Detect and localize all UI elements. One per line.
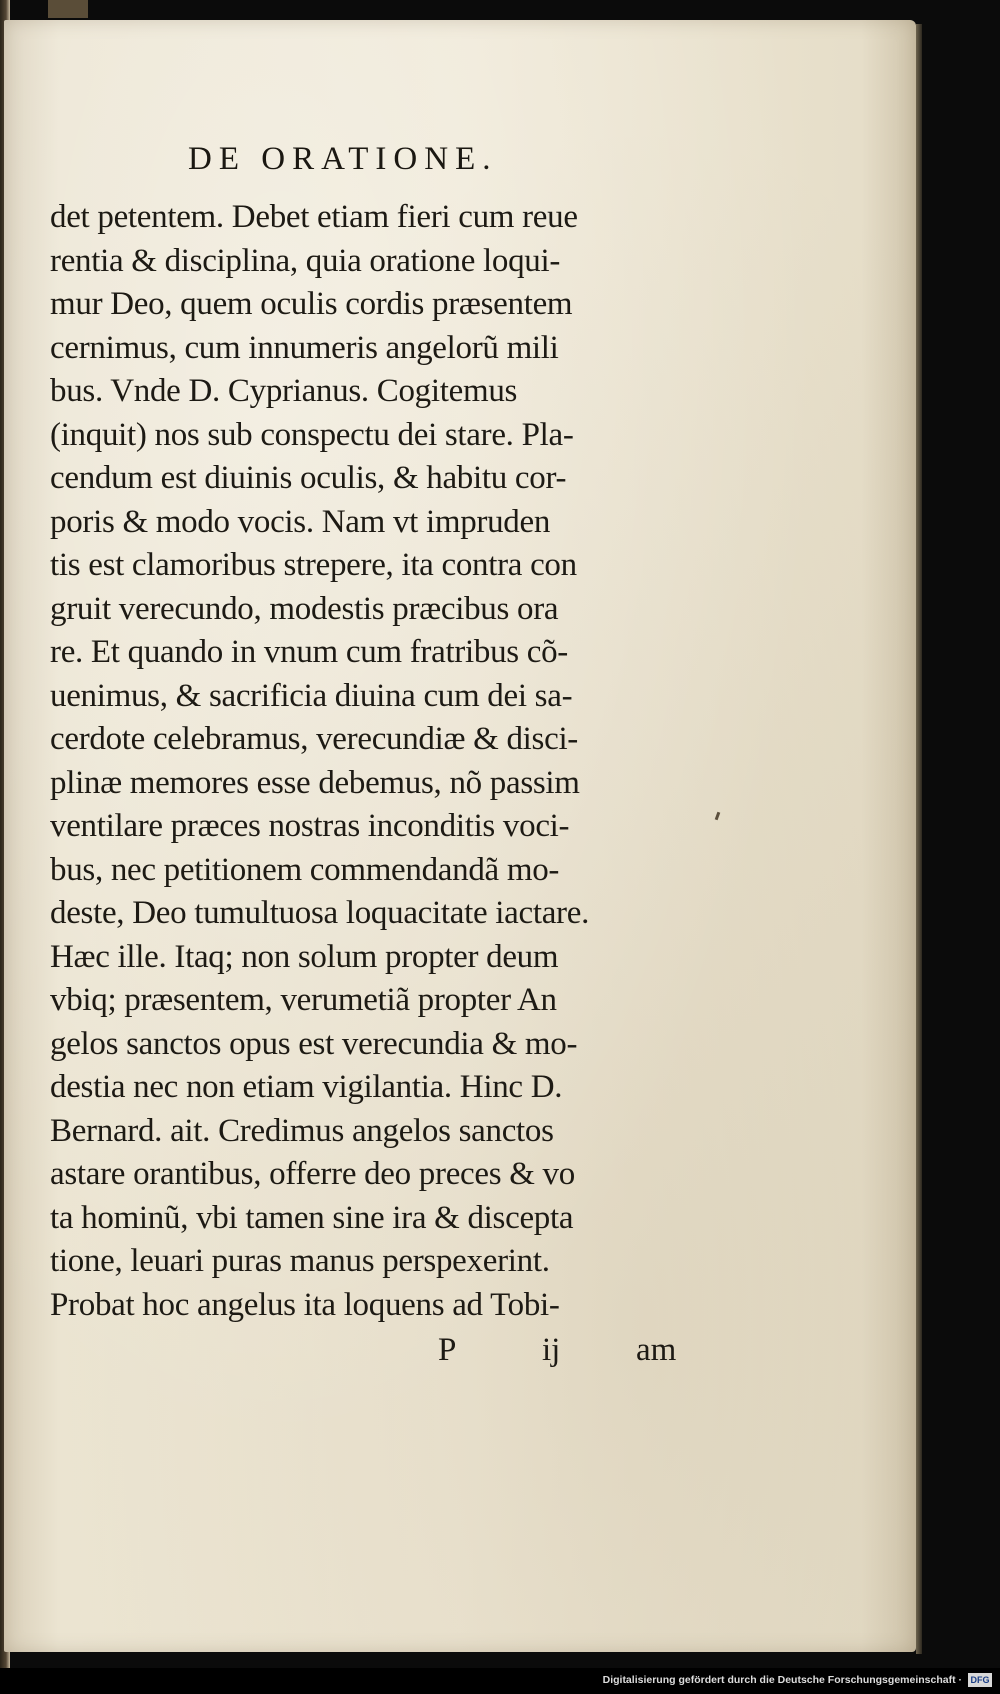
text-line-2: rentia & disciplina, quia oratione loqui- bbox=[50, 242, 561, 279]
dfg-logo: DFG bbox=[968, 1673, 992, 1687]
text-line-12: uenimus, & sacrificia diuina cum dei sa- bbox=[50, 677, 573, 714]
page-edge bbox=[916, 24, 922, 1654]
body-text bbox=[50, 196, 710, 1327]
digitization-credit: Digitalisierung gefördert durch die Deutsche Forschungsgemeinschaft · bbox=[602, 1674, 962, 1686]
signature-number: ij bbox=[542, 1332, 561, 1368]
footer-bar bbox=[0, 1668, 1000, 1694]
text-line-7: cendum est diuinis oculis, & habitu cor- bbox=[50, 460, 567, 496]
text-line-23: astare orantibus, offerre deo preces & vo bbox=[50, 1156, 575, 1192]
text-line-25: tione, leuari puras manus perspexerint. bbox=[50, 1243, 550, 1279]
text-line-5: bus. Vnde D. Cyprianus. Cogitemus bbox=[50, 373, 518, 409]
text-line-3: mur Deo, quem oculis cordis præsentem bbox=[50, 286, 573, 322]
text-line-10: gruit verecundo, modestis præcibus ora bbox=[50, 590, 559, 627]
binding-strip bbox=[48, 0, 88, 18]
text-line-1: det petentem. Debet etiam fieri cum reue bbox=[50, 199, 578, 235]
text-line-18: Hæc ille. Itaq; non solum propter deum bbox=[50, 938, 559, 975]
text-line-4: cernimus, cum innumeris angelorũ mili bbox=[50, 329, 559, 366]
signature-mark: P bbox=[438, 1332, 457, 1368]
text-line-17: deste, Deo tumultuosa loquacitate iactare. bbox=[50, 895, 590, 931]
page-signature-line bbox=[438, 1328, 718, 1372]
text-line-26: Probat hoc angelus ita loquens ad Tobi- bbox=[50, 1286, 560, 1323]
text-line-16: bus, nec petitionem commendandã mo- bbox=[50, 851, 560, 888]
catchword: am bbox=[636, 1332, 677, 1368]
text-line-8: poris & modo vocis. Nam vt impruden bbox=[50, 503, 551, 540]
text-line-13: cerdote celebramus, verecundiæ & disci- bbox=[50, 721, 578, 757]
text-line-24: ta hominũ, vbi tamen sine ira & discepta bbox=[50, 1199, 574, 1236]
text-line-19: vbiq; præsentem, verumetiã propter An bbox=[50, 982, 557, 1018]
text-line-20: gelos sanctos opus est verecundia & mo- bbox=[50, 1025, 578, 1062]
text-line-21: destia nec non etiam vigilantia. Hinc D. bbox=[50, 1069, 563, 1105]
text-line-6: (inquit) nos sub conspectu dei stare. Pla- bbox=[50, 416, 574, 453]
running-header: DE ORATIONE. bbox=[188, 141, 498, 177]
text-line-11: re. Et quando in vnum cum fratribus cõ- bbox=[50, 634, 568, 670]
text-line-9: tis est clamoribus strepere, ita contra con bbox=[50, 547, 577, 583]
text-line-14: plinæ memores esse debemus, nõ passim bbox=[50, 764, 580, 801]
text-line-15: ventilare præces nostras inconditis voci- bbox=[50, 808, 570, 844]
text-line-22: Bernard. ait. Credimus angelos sanctos bbox=[50, 1112, 554, 1149]
